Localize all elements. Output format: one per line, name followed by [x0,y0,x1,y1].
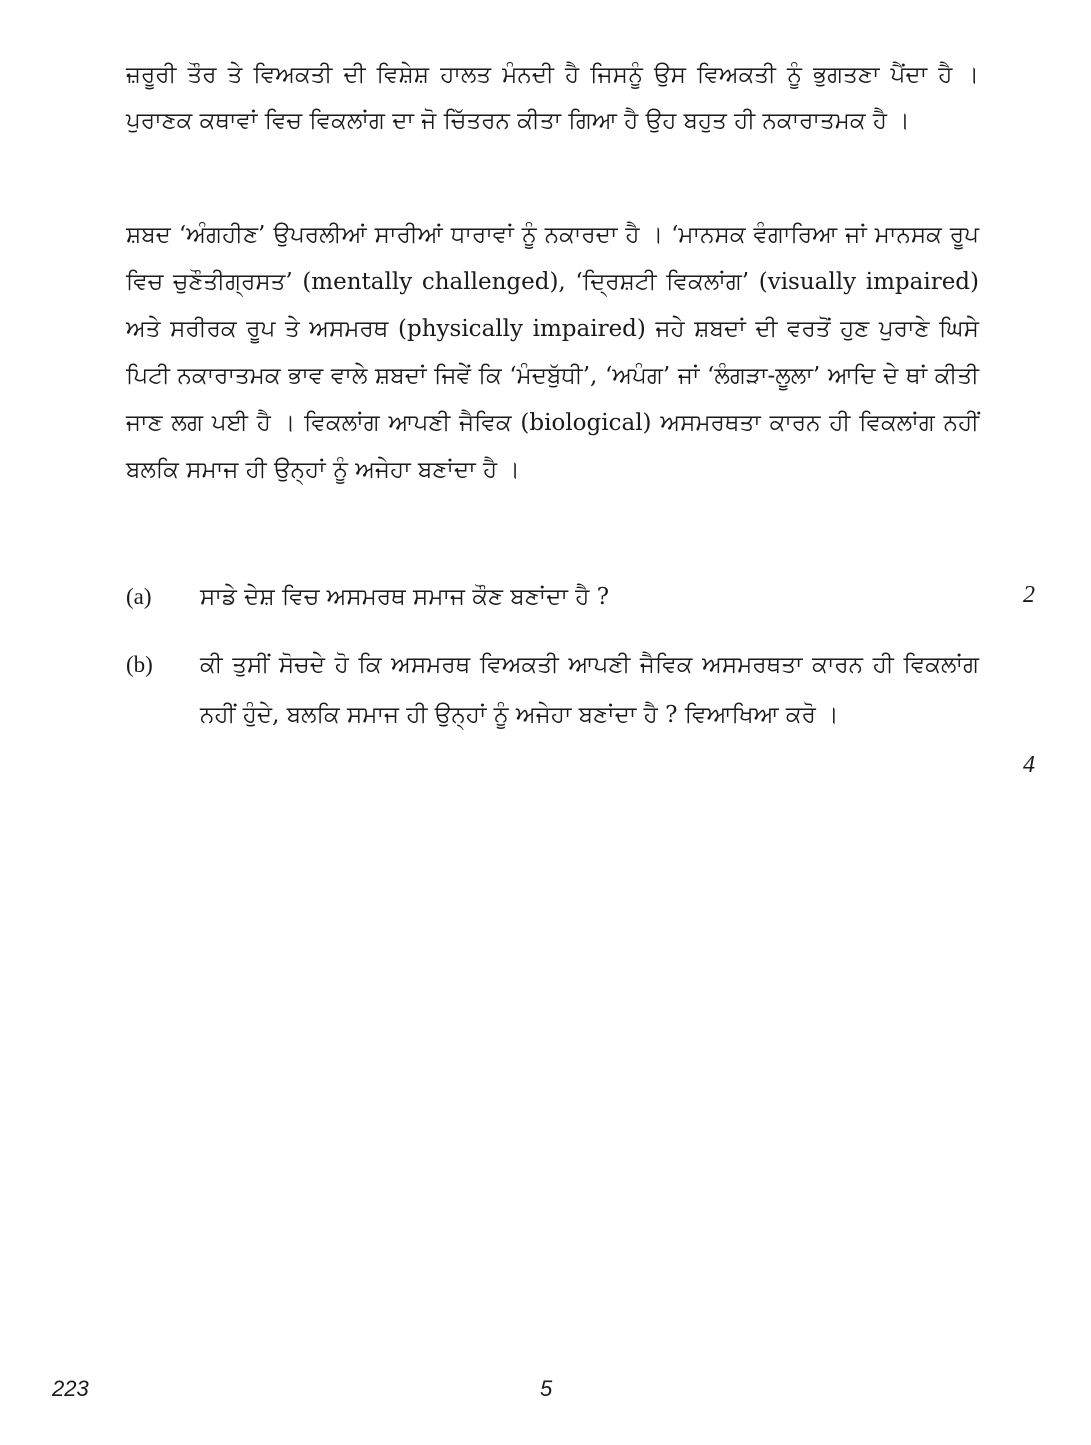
question-b-marks: 4 [1023,752,1035,778]
question-a-text: ਸਾਡੇ ਦੇਸ਼ ਵਿਚ ਅਸਮਰਥ ਸਮਾਜ ਕੌਣ ਬਣਾਂਦਾ ਹੈ ? [200,584,610,610]
page-number: 5 [540,1376,553,1401]
question-b [126,640,1035,800]
question-a-marks: 2 [1023,582,1035,608]
paper-code: 223 [52,1376,89,1401]
question-a [126,572,1035,622]
passage-paragraph-2: ਸ਼ਬਦ ‘ਅੰਗਹੀਣ’ ਉਪਰਲੀਆਂ ਸਾਰੀਆਂ ਧਾਰਾਵਾਂ ਨੂੰ ਨਕਾਰਦਾ ਹੈ । ‘ਮਾਨਸਕ ਵੰਗਾਰਿਆ ਜਾਂ ਮਾਨਸਕ ਰੂਪ ਵਿਚ ਚੁਣੌਤੀਗ੍ਰਸਤ’ (mentally challenged), ‘ਦ੍ਰਿਸ਼ਟੀ ਵਿਕਲਾਂਗ’ (visually impaired) ਅਤੇ ਸਰੀਰਕ ਰੂਪ ਤੇ ਅਸਮਰਥ (physically impaired) ਜਹੇ ਸ਼ਬਦਾਂ ਦੀ ਵਰਤੋਂ ਹੁਣ ਪੁਰਾਣੇ ਘਿਸੇ ਪਿਟੀ ਨਕਾਰਾਤਮਕ ਭਾਵ ਵਾਲੇ ਸ਼ਬਦਾਂ ਜਿਵੇਂ ਕਿ ‘ਮੰਦਬੁੱਧੀ’, ‘ਅਪੰਗ’ ਜਾਂ ‘ਲੰਗੜਾ-ਲੂਲਾ’ ਆਦਿ ਦੇ ਥਾਂ ਕੀਤੀ ਜਾਣ ਲਗ ਪਈ ਹੈ । ਵਿਕਲਾਂਗ ਆਪਣੀ ਜੈਵਿਕ (biological) ਅਸਮਰਥਤਾ ਕਾਰਨ ਹੀ ਵਿਕਲਾਂਗ ਨਹੀਂ ਬਲਕਿ ਸਮਾਜ ਹੀ ਉਨ੍ਹਾਂ ਨੂੰ ਅਜੇਹਾ ਬਣਾਂਦਾ ਹੈ । [126,222,979,483]
passage-paragraph-1: ਜ਼ਰੂਰੀ ਤੌਰ ਤੇ ਵਿਅਕਤੀ ਦੀ ਵਿਸ਼ੇਸ਼ ਹਾਲਤ ਮੰਨਦੀ ਹੈ ਜਿਸਨੂੰ ਉਸ ਵਿਅਕਤੀ ਨੂੰ ਭੁਗਤਣਾ ਪੈਂਦਾ ਹੈ । ਪੁਰਾਣਕ ਕਥਾਵਾਂ ਵਿਚ ਵਿਕਲਾਂਗ ਦਾ ਜੋ ਚਿੱਤਰਨ ਕੀਤਾ ਗਿਆ ਹੈ ਉਹ ਬਹੁਤ ਹੀ ਨਕਾਰਾਤਮਕ ਹੈ । [126,62,979,134]
question-b-label: (b) [126,652,153,677]
question-a-label: (a) [126,584,152,609]
question-b-text: ਕੀ ਤੁਸੀਂ ਸੋਚਦੇ ਹੋ ਕਿ ਅਸਮਰਥ ਵਿਅਕਤੀ ਆਪਣੀ ਜੈਵਿਕ ਅਸਮਰਥਤਾ ਕਾਰਨ ਹੀ ਵਿਕਲਾਂਗ ਨਹੀਂ ਹੁੰਦੇ, ਬਲਕਿ ਸਮਾਜ ਹੀ ਉਨ੍ਹਾਂ ਨੂੰ ਅਜੇਹਾ ਬਣਾਂਦਾ ਹੈ ? ਵਿਆਖਿਆ ਕਰੋ । [200,652,979,728]
